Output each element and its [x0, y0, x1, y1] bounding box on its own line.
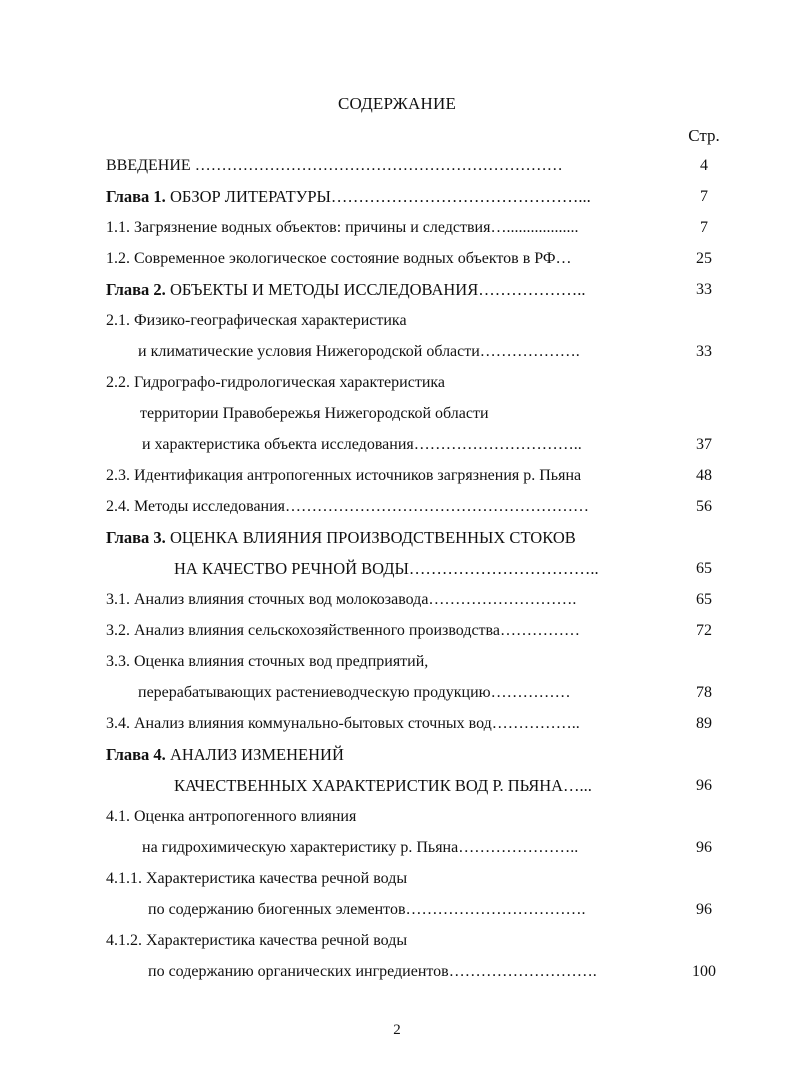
toc-entry-2-2-line-3: [0, 429, 794, 460]
toc-entry-text: 4.1.1. Характеристика качества речной воды: [106, 870, 408, 887]
table-of-contents: [0, 150, 794, 987]
chapter-number: Глава 4.: [106, 745, 166, 764]
chapter-title: АНАЛИЗ ИЗМЕНЕНИЙ: [165, 745, 344, 764]
toc-entry-text: 3.1. Анализ влияния сточных вод молокозавода……………………….: [106, 591, 577, 608]
toc-entry-4-1-line-2: [0, 832, 794, 863]
toc-entry-2-3: [0, 460, 794, 491]
page-column-header: Стр.: [688, 126, 720, 145]
toc-entry-chapter-3-line-1: [0, 522, 794, 553]
toc-entry-page: 56: [696, 498, 712, 515]
toc-entry-4-1-1-line-2: [0, 894, 794, 925]
toc-entry-text: 3.2. Анализ влияния сельскохозяйственного производства……………: [106, 622, 580, 639]
page-title: СОДЕРЖАНИЕ: [337, 94, 457, 113]
toc-entry-3-4: [0, 708, 794, 739]
toc-entry-2-4: [0, 491, 794, 522]
toc-entry-text: по содержанию биогенных элементов…………………………….: [148, 901, 586, 918]
toc-entry-text: 2.4. Методы исследования…………………………………………………: [106, 498, 590, 515]
chapter-title: ОБЪЕКТЫ И МЕТОДЫ ИССЛЕДОВАНИЯ………………..: [165, 280, 586, 299]
toc-entry-text: на гидрохимическую характеристику р. Пьяна…………………..: [142, 839, 579, 856]
toc-entry-text: [106, 522, 576, 553]
toc-entry-text: НА КАЧЕСТВО РЕЧНОЙ ВОДЫ……………………………..: [174, 559, 599, 578]
toc-entry-3-1: [0, 584, 794, 615]
toc-entry-page: 65: [696, 560, 712, 577]
toc-entry-chapter-4-line-2: [0, 770, 794, 801]
toc-entry-3-3-line-2: [0, 677, 794, 708]
toc-entry-chapter-4-line-1: [0, 739, 794, 770]
toc-entry-4-1-line-1: [0, 801, 794, 832]
toc-entry-page: 7: [700, 219, 708, 236]
toc-entry-page: 100: [692, 963, 716, 980]
toc-entry-3-3-line-1: [0, 646, 794, 677]
toc-entry-page: 89: [696, 715, 712, 732]
toc-entry-text: и характеристика объекта исследования…………………………..: [142, 436, 582, 453]
toc-entry-text: [106, 739, 344, 770]
toc-entry-text: ВВЕДЕНИЕ ……………………………………………………………: [106, 157, 563, 174]
chapter-title: ОЦЕНКА ВЛИЯНИЯ ПРОИЗВОДСТВЕННЫХ СТОКОВ: [165, 528, 576, 547]
toc-entry-2-2-line-1: [0, 367, 794, 398]
toc-entry-page: 25: [696, 250, 712, 267]
toc-entry-2-1-line-2: [0, 336, 794, 367]
toc-entry-page: 7: [700, 188, 708, 205]
toc-entry-page: 96: [696, 839, 712, 856]
chapter-number: Глава 3.: [106, 528, 166, 547]
toc-entry-text: 1.2. Современное экологическое состояние водных объектов в РФ…: [106, 250, 572, 267]
toc-entry-2-2-line-2: [0, 398, 794, 429]
toc-entry-text: 1.1. Загрязнение водных объектов: причины и следствия…..................: [106, 219, 579, 236]
toc-entry-text: перерабатывающих растениеводческую продукцию……………: [138, 684, 571, 701]
toc-entry-text: 2.1. Физико-географическая характеристика: [106, 312, 407, 329]
toc-entry-text: 4.1. Оценка антропогенного влияния: [106, 808, 357, 825]
toc-entry-page: 33: [696, 281, 712, 298]
toc-entry-chapter-1: [0, 181, 794, 212]
toc-entry-3-2: [0, 615, 794, 646]
chapter-number: Глава 2.: [106, 280, 166, 299]
toc-entry-page: 48: [696, 467, 712, 484]
toc-entry-chapter-2: [0, 274, 794, 305]
toc-entry-page: 65: [696, 591, 712, 608]
toc-entry-page: 4: [700, 157, 708, 174]
toc-entry-text: КАЧЕСТВЕННЫХ ХАРАКТЕРИСТИК ВОД Р. ПЬЯНА…...: [174, 776, 592, 795]
toc-entry-text: [106, 274, 585, 305]
page-number: 2: [393, 1022, 401, 1038]
toc-entry-page: 96: [696, 777, 712, 794]
toc-entry-page: 37: [696, 436, 712, 453]
chapter-title: ОБЗОР ЛИТЕРАТУРЫ………………………………………...: [165, 187, 591, 206]
toc-entry-page: 72: [696, 622, 712, 639]
toc-entry-page: 78: [696, 684, 712, 701]
toc-entry-chapter-3-line-2: [0, 553, 794, 584]
toc-entry-page: 33: [696, 343, 712, 360]
toc-entry-introduction: [0, 150, 794, 181]
toc-entry-1-1: [0, 212, 794, 243]
toc-entry-4-1-2-line-1: [0, 925, 794, 956]
toc-entry-text: 2.2. Гидрографо-гидрологическая характеристика: [106, 374, 446, 391]
toc-entry-text: [106, 181, 591, 212]
chapter-number: Глава 1.: [106, 187, 166, 206]
toc-entry-2-1-line-1: [0, 305, 794, 336]
toc-entry-text: и климатические условия Нижегородской области……………….: [138, 343, 580, 360]
toc-entry-text: 3.3. Оценка влияния сточных вод предприятий,: [106, 653, 429, 670]
toc-entry-text: 3.4. Анализ влияния коммунально-бытовых сточных вод……………..: [106, 715, 580, 732]
toc-entry-text: территории Правобережья Нижегородской области: [140, 405, 489, 422]
toc-entry-page: 96: [696, 901, 712, 918]
toc-entry-text: по содержанию органических ингредиентов……………………….: [148, 963, 597, 980]
toc-entry-4-1-2-line-2: [0, 956, 794, 987]
toc-entry-1-2: [0, 243, 794, 274]
toc-entry-text: 2.3. Идентификация антропогенных источников загрязнения р. Пьяна: [106, 467, 582, 484]
toc-entry-4-1-1-line-1: [0, 863, 794, 894]
toc-entry-text: 4.1.2. Характеристика качества речной воды: [106, 932, 408, 949]
